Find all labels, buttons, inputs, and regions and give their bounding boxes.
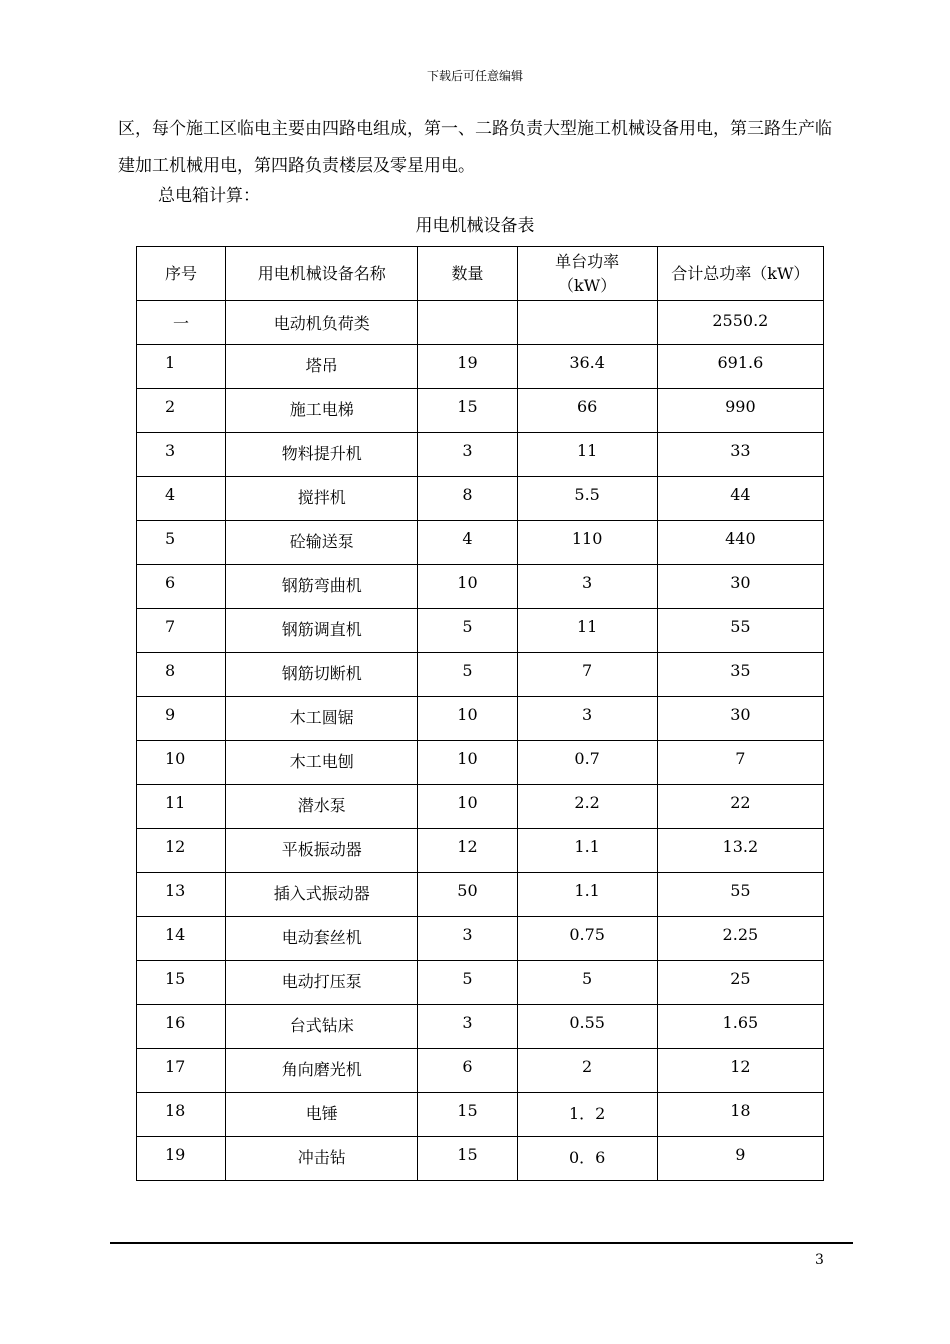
table-cell: 平板振动器 bbox=[226, 829, 418, 873]
table-cell: 990 bbox=[657, 389, 823, 433]
header-unit-power bbox=[517, 247, 657, 301]
table-cell: 8 bbox=[418, 477, 517, 521]
table-cell: 30 bbox=[657, 565, 823, 609]
table-cell: 8 bbox=[137, 653, 226, 697]
table-cell: 插入式振动器 bbox=[226, 873, 418, 917]
table-cell: 6 bbox=[137, 565, 226, 609]
table-row bbox=[137, 653, 824, 697]
table-cell: 16 bbox=[137, 1005, 226, 1049]
table-cell: 10 bbox=[418, 697, 517, 741]
table-cell: 一 bbox=[137, 301, 226, 345]
table-cell: 17 bbox=[137, 1049, 226, 1093]
table-row bbox=[137, 1005, 824, 1049]
table-cell: 2550.2 bbox=[657, 301, 823, 345]
table-cell: 10 bbox=[418, 785, 517, 829]
table-cell: 5 bbox=[418, 961, 517, 1005]
table-row bbox=[137, 389, 824, 433]
table-cell: 电动套丝机 bbox=[226, 917, 418, 961]
table-cell: 25 bbox=[657, 961, 823, 1005]
table-cell: 440 bbox=[657, 521, 823, 565]
table-cell: 7 bbox=[517, 653, 657, 697]
table-cell: 35 bbox=[657, 653, 823, 697]
table-cell: 5 bbox=[517, 961, 657, 1005]
table-cell: 电动打压泵 bbox=[226, 961, 418, 1005]
table-cell: 12 bbox=[657, 1049, 823, 1093]
table-cell: 9 bbox=[657, 1137, 823, 1181]
table-cell bbox=[418, 301, 517, 345]
table-cell: 7 bbox=[657, 741, 823, 785]
footer-divider bbox=[110, 1242, 853, 1244]
table-cell: 55 bbox=[657, 609, 823, 653]
table-cell: 2 bbox=[517, 1049, 657, 1093]
table-cell: 66 bbox=[517, 389, 657, 433]
table-cell: 5.5 bbox=[517, 477, 657, 521]
table-cell: 44 bbox=[657, 477, 823, 521]
table-cell: 0．6 bbox=[517, 1137, 657, 1181]
section-label: 总电箱计算： bbox=[158, 186, 260, 206]
table-row bbox=[137, 785, 824, 829]
table-cell: 13 bbox=[137, 873, 226, 917]
table-cell: 691.6 bbox=[657, 345, 823, 389]
table-cell: 冲击钻 bbox=[226, 1137, 418, 1181]
category-row bbox=[137, 301, 824, 345]
table-cell: 7 bbox=[137, 609, 226, 653]
table-row bbox=[137, 873, 824, 917]
table-cell: 电动机负荷类 bbox=[226, 301, 418, 345]
table-cell: 5 bbox=[137, 521, 226, 565]
table-cell: 6 bbox=[418, 1049, 517, 1093]
table-cell: 10 bbox=[137, 741, 226, 785]
table-cell: 19 bbox=[418, 345, 517, 389]
table-cell: 18 bbox=[657, 1093, 823, 1137]
table-cell: 15 bbox=[418, 1093, 517, 1137]
table-row bbox=[137, 1137, 824, 1181]
table-cell: 1 bbox=[137, 345, 226, 389]
table-row bbox=[137, 741, 824, 785]
table-row bbox=[137, 917, 824, 961]
table-cell: 12 bbox=[137, 829, 226, 873]
table-cell: 33 bbox=[657, 433, 823, 477]
table-cell: 36.4 bbox=[517, 345, 657, 389]
table-cell: 电锤 bbox=[226, 1093, 418, 1137]
table-cell: 2 bbox=[137, 389, 226, 433]
table-cell bbox=[517, 301, 657, 345]
table-cell: 14 bbox=[137, 917, 226, 961]
table-cell: 13.2 bbox=[657, 829, 823, 873]
table-cell: 钢筋调直机 bbox=[226, 609, 418, 653]
table-cell: 3 bbox=[418, 917, 517, 961]
table-cell: 11 bbox=[137, 785, 226, 829]
table-row bbox=[137, 565, 824, 609]
table-cell: 砼输送泵 bbox=[226, 521, 418, 565]
table-cell: 钢筋切断机 bbox=[226, 653, 418, 697]
table-row bbox=[137, 1049, 824, 1093]
table-cell: 3 bbox=[137, 433, 226, 477]
table-row bbox=[137, 477, 824, 521]
table-cell: 施工电梯 bbox=[226, 389, 418, 433]
header-total-power: 合计总功率（kW） bbox=[657, 247, 823, 301]
table-cell: 3 bbox=[517, 565, 657, 609]
table-cell: 10 bbox=[418, 565, 517, 609]
table-row bbox=[137, 433, 824, 477]
table-cell: 4 bbox=[137, 477, 226, 521]
table-cell: 1.1 bbox=[517, 829, 657, 873]
table-cell: 11 bbox=[517, 609, 657, 653]
table-cell: 台式钻床 bbox=[226, 1005, 418, 1049]
table-row bbox=[137, 961, 824, 1005]
page-number: 3 bbox=[815, 1252, 824, 1268]
table-cell: 15 bbox=[137, 961, 226, 1005]
table-cell: 110 bbox=[517, 521, 657, 565]
table-cell: 5 bbox=[418, 653, 517, 697]
table-title: 用电机械设备表 bbox=[415, 216, 535, 236]
table-cell: 钢筋弯曲机 bbox=[226, 565, 418, 609]
table-row bbox=[137, 829, 824, 873]
header-index: 序号 bbox=[137, 247, 226, 301]
table-cell: 50 bbox=[418, 873, 517, 917]
header-unit-power-text: 单台功率（kW） bbox=[555, 251, 620, 295]
table-cell: 0.55 bbox=[517, 1005, 657, 1049]
table-cell: 18 bbox=[137, 1093, 226, 1137]
table-cell: 11 bbox=[517, 433, 657, 477]
table-cell: 潜水泵 bbox=[226, 785, 418, 829]
table-cell: 1.65 bbox=[657, 1005, 823, 1049]
table-cell: 9 bbox=[137, 697, 226, 741]
table-row bbox=[137, 609, 824, 653]
header-equipment-name: 用电机械设备名称 bbox=[226, 247, 418, 301]
table-cell: 1．2 bbox=[517, 1093, 657, 1137]
table-cell: 15 bbox=[418, 389, 517, 433]
table-cell: 5 bbox=[418, 609, 517, 653]
table-row bbox=[137, 697, 824, 741]
equipment-table bbox=[136, 246, 824, 1181]
table-row bbox=[137, 1093, 824, 1137]
table-cell: 木工电刨 bbox=[226, 741, 418, 785]
table-cell: 1.1 bbox=[517, 873, 657, 917]
table-header-row bbox=[137, 247, 824, 301]
table-cell: 10 bbox=[418, 741, 517, 785]
table-cell: 2.25 bbox=[657, 917, 823, 961]
table-cell: 19 bbox=[137, 1137, 226, 1181]
table-cell: 角向磨光机 bbox=[226, 1049, 418, 1093]
table-cell: 55 bbox=[657, 873, 823, 917]
header-quantity: 数量 bbox=[418, 247, 517, 301]
table-cell: 物料提升机 bbox=[226, 433, 418, 477]
table-cell: 22 bbox=[657, 785, 823, 829]
table-cell: 15 bbox=[418, 1137, 517, 1181]
table-cell: 3 bbox=[418, 433, 517, 477]
table-cell: 12 bbox=[418, 829, 517, 873]
table-cell: 0.75 bbox=[517, 917, 657, 961]
table-cell: 2.2 bbox=[517, 785, 657, 829]
table-cell: 3 bbox=[517, 697, 657, 741]
table-cell: 3 bbox=[418, 1005, 517, 1049]
table-cell: 30 bbox=[657, 697, 823, 741]
body-paragraph: 区，每个施工区临电主要由四路电组成，第一、二路负责大型施工机械设备用电，第三路生产临建加工机械用电，第四路负责楼层及零星用电。 bbox=[118, 119, 832, 176]
page-header: 下载后可任意编辑 bbox=[426, 69, 523, 83]
table-row bbox=[137, 521, 824, 565]
table-cell: 搅拌机 bbox=[226, 477, 418, 521]
table-cell: 塔吊 bbox=[226, 345, 418, 389]
table-row bbox=[137, 345, 824, 389]
table-cell: 木工圆锯 bbox=[226, 697, 418, 741]
table-cell: 0.7 bbox=[517, 741, 657, 785]
table-cell: 4 bbox=[418, 521, 517, 565]
